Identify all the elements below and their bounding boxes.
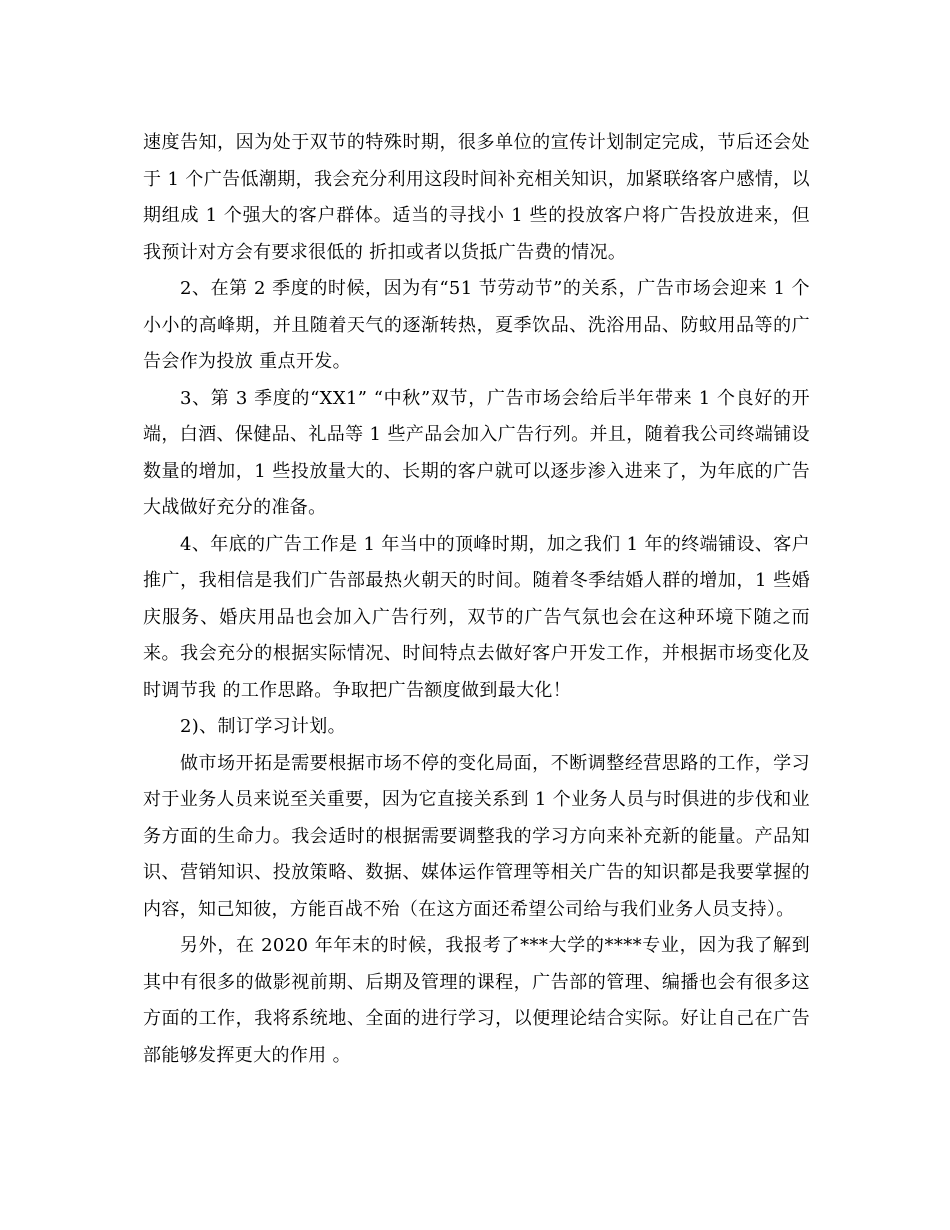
paragraph-5-heading: 2)、制订学习计划。 [180,716,346,737]
paragraph-4: 4、年底的广告工作是 1 年当中的顶峰时期，加之我们 1 年的终端铺设、客户推广，我相信是我们广告部最热火朝天的时间。随着冬季结婚人群的增加，1 些婚庆服务、婚庆用品也会加入广告行列，双节的广告气氛也会在这种环境下随之而来。我会充分的根据实际情况、时间特点去做好客户开发工作，并根据市场变化及时调节我 的工作思路。争取把广告额度做到最大化！ [143,533,810,701]
paragraph-3: 3、第 3 季度的“XX1” “中秋”双节，广告市场会给后半年带来 1 个良好的开端，白酒、保健品、礼品等 1 些产品会加入广告行列。并且，随着我公司终端铺设数量的增加，1 些投放量大的、长期的客户就可以逐步渗入进来了，为年底的广告大战做好充分的准备。 [143,387,810,518]
paragraph-2: 2、在第 2 季度的时候，因为有“51 节劳动节”的关系，广告市场会迎来 1 个小小的高峰期，并且随着天气的逐渐转热，夏季饮品、洗浴用品、防蚊用品等的广告会作为投放 重点开发。 [143,278,810,372]
paragraph-1: 速度告知，因为处于双节的特殊时期，很多单位的宣传计划制定完成，节后还会处于 1 个广告低潮期，我会充分利用这段时间补充相关知识，加紧联络客户感情，以期组成 1 个强大的客户群体。适当的寻找小 1 些的投放客户将广告投放进来，但我预计对方会有要求很低的 折扣或者以货抵广告费的情况。 [143,132,810,263]
paragraph-6: 做市场开拓是需要根据市场不停的变化局面，不断调整经营思路的工作，学习对于业务人员来说至关重要，因为它直接关系到 1 个业务人员与时俱进的步伐和业务方面的生命力。我会适时的根据需要调整我的学习方向来补充新的能量。产品知识、营销知识、投放策略、数据、媒体运作管理等相关广告的知识都是我要掌握的内容，知己知彼，方能百战不殆（在这方面还希望公司给与我们业务人员支持）。 [143,752,810,920]
document-body [143,125,810,1074]
paragraph-7: 另外，在 2020 年年末的时候，我报考了***大学的****专业，因为我了解到其中有很多的做影视前期、后期及管理的课程，广告部的管理、编播也会有很多这方面的工作，我将系统地、全面的进行学习，以便理论结合实际。好让自己在广告部能够发挥更大的作用 。 [143,935,810,1066]
